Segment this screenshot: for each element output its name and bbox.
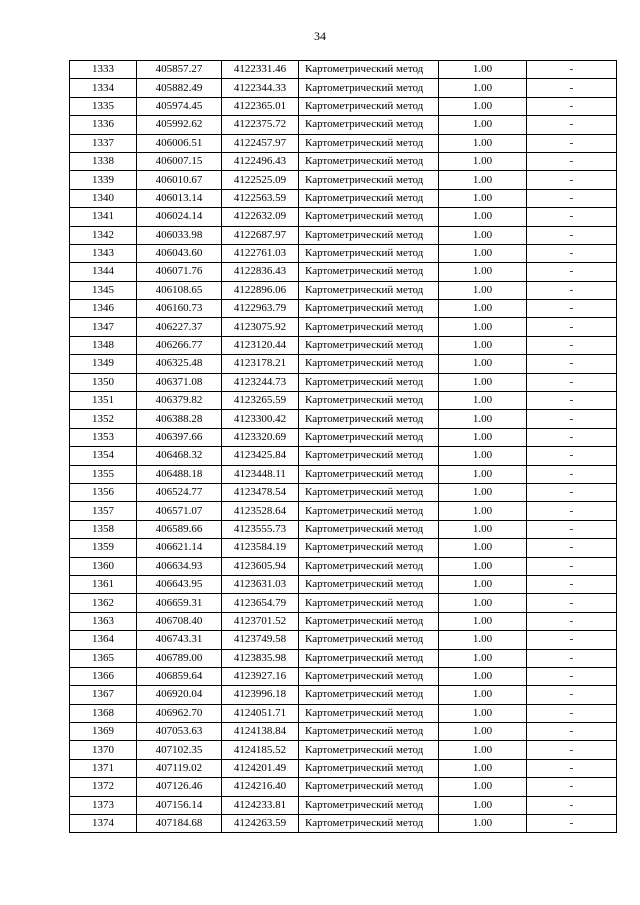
table-row — [70, 741, 617, 759]
accuracy-cell: 1.00 — [439, 300, 527, 318]
table-row — [70, 520, 617, 538]
point-number-cell: 1360 — [70, 557, 137, 575]
y-coordinate-cell: 4123631.03 — [222, 575, 299, 593]
y-coordinate-cell: 4123265.59 — [222, 392, 299, 410]
note-cell: - — [527, 759, 617, 777]
point-number-cell: 1351 — [70, 392, 137, 410]
x-coordinate-cell: 406371.08 — [137, 373, 222, 391]
x-coordinate-cell: 406708.40 — [137, 612, 222, 630]
point-number-cell: 1353 — [70, 428, 137, 446]
point-number-cell: 1333 — [70, 61, 137, 79]
table-row — [70, 189, 617, 207]
point-number-cell: 1343 — [70, 244, 137, 262]
note-cell: - — [527, 686, 617, 704]
method-cell: Картометрический метод — [299, 520, 439, 538]
accuracy-cell: 1.00 — [439, 667, 527, 685]
accuracy-cell: 1.00 — [439, 704, 527, 722]
table-row — [70, 428, 617, 446]
accuracy-cell: 1.00 — [439, 447, 527, 465]
page-number: 34 — [314, 29, 326, 43]
note-cell: - — [527, 594, 617, 612]
table-row — [70, 97, 617, 115]
point-number-cell: 1352 — [70, 410, 137, 428]
x-coordinate-cell: 406634.93 — [137, 557, 222, 575]
x-coordinate-cell: 405857.27 — [137, 61, 222, 79]
accuracy-cell: 1.00 — [439, 281, 527, 299]
note-cell: - — [527, 723, 617, 741]
point-number-cell: 1373 — [70, 796, 137, 814]
method-cell: Картометрический метод — [299, 815, 439, 833]
x-coordinate-cell: 406227.37 — [137, 318, 222, 336]
y-coordinate-cell: 4124138.84 — [222, 723, 299, 741]
point-number-cell: 1359 — [70, 539, 137, 557]
method-cell: Картометрический метод — [299, 263, 439, 281]
note-cell: - — [527, 318, 617, 336]
accuracy-cell: 1.00 — [439, 336, 527, 354]
table-row — [70, 281, 617, 299]
y-coordinate-cell: 4122344.33 — [222, 79, 299, 97]
note-cell: - — [527, 704, 617, 722]
point-number-cell: 1363 — [70, 612, 137, 630]
y-coordinate-cell: 4122375.72 — [222, 116, 299, 134]
method-cell: Картометрический метод — [299, 152, 439, 170]
note-cell: - — [527, 557, 617, 575]
x-coordinate-cell: 406589.66 — [137, 520, 222, 538]
x-coordinate-cell: 406920.04 — [137, 686, 222, 704]
accuracy-cell: 1.00 — [439, 152, 527, 170]
method-cell: Картометрический метод — [299, 612, 439, 630]
y-coordinate-cell: 4122836.43 — [222, 263, 299, 281]
table-row — [70, 355, 617, 373]
x-coordinate-cell: 406571.07 — [137, 502, 222, 520]
note-cell: - — [527, 300, 617, 318]
table-row — [70, 79, 617, 97]
point-number-cell: 1344 — [70, 263, 137, 281]
x-coordinate-cell: 405882.49 — [137, 79, 222, 97]
y-coordinate-cell: 4122963.79 — [222, 300, 299, 318]
point-number-cell: 1372 — [70, 778, 137, 796]
point-number-cell: 1339 — [70, 171, 137, 189]
method-cell: Картометрический метод — [299, 410, 439, 428]
x-coordinate-cell: 407102.35 — [137, 741, 222, 759]
y-coordinate-cell: 4123120.44 — [222, 336, 299, 354]
method-cell: Картометрический метод — [299, 631, 439, 649]
table-row — [70, 778, 617, 796]
accuracy-cell: 1.00 — [439, 116, 527, 134]
y-coordinate-cell: 4124201.49 — [222, 759, 299, 777]
table-row — [70, 392, 617, 410]
x-coordinate-cell: 406621.14 — [137, 539, 222, 557]
x-coordinate-cell: 406071.76 — [137, 263, 222, 281]
x-coordinate-cell: 407126.46 — [137, 778, 222, 796]
accuracy-cell: 1.00 — [439, 61, 527, 79]
point-number-cell: 1367 — [70, 686, 137, 704]
method-cell: Картометрический метод — [299, 116, 439, 134]
point-number-cell: 1368 — [70, 704, 137, 722]
x-coordinate-cell: 406010.67 — [137, 171, 222, 189]
point-number-cell: 1335 — [70, 97, 137, 115]
y-coordinate-cell: 4123320.69 — [222, 428, 299, 446]
method-cell: Картометрический метод — [299, 778, 439, 796]
method-cell: Картометрический метод — [299, 281, 439, 299]
method-cell: Картометрический метод — [299, 539, 439, 557]
table-row — [70, 631, 617, 649]
point-number-cell: 1340 — [70, 189, 137, 207]
table-row — [70, 575, 617, 593]
note-cell: - — [527, 226, 617, 244]
point-number-cell: 1370 — [70, 741, 137, 759]
x-coordinate-cell: 406043.60 — [137, 244, 222, 262]
note-cell: - — [527, 373, 617, 391]
accuracy-cell: 1.00 — [439, 97, 527, 115]
accuracy-cell: 1.00 — [439, 428, 527, 446]
point-number-cell: 1338 — [70, 152, 137, 170]
method-cell: Картометрический метод — [299, 428, 439, 446]
accuracy-cell: 1.00 — [439, 465, 527, 483]
note-cell: - — [527, 171, 617, 189]
y-coordinate-cell: 4122457.97 — [222, 134, 299, 152]
x-coordinate-cell: 406743.31 — [137, 631, 222, 649]
y-coordinate-cell: 4123584.19 — [222, 539, 299, 557]
note-cell: - — [527, 778, 617, 796]
note-cell: - — [527, 281, 617, 299]
accuracy-cell: 1.00 — [439, 263, 527, 281]
method-cell: Картометрический метод — [299, 97, 439, 115]
y-coordinate-cell: 4124233.81 — [222, 796, 299, 814]
x-coordinate-cell: 406006.51 — [137, 134, 222, 152]
method-cell: Картометрический метод — [299, 355, 439, 373]
y-coordinate-cell: 4122761.03 — [222, 244, 299, 262]
point-number-cell: 1341 — [70, 208, 137, 226]
note-cell: - — [527, 355, 617, 373]
note-cell: - — [527, 539, 617, 557]
method-cell: Картометрический метод — [299, 61, 439, 79]
point-number-cell: 1361 — [70, 575, 137, 593]
x-coordinate-cell: 406266.77 — [137, 336, 222, 354]
x-coordinate-cell: 405992.62 — [137, 116, 222, 134]
y-coordinate-cell: 4123555.73 — [222, 520, 299, 538]
table-row — [70, 612, 617, 630]
y-coordinate-cell: 4124051.71 — [222, 704, 299, 722]
y-coordinate-cell: 4123075.92 — [222, 318, 299, 336]
y-coordinate-cell: 4123654.79 — [222, 594, 299, 612]
method-cell: Картометрический метод — [299, 134, 439, 152]
point-number-cell: 1364 — [70, 631, 137, 649]
method-cell: Картометрический метод — [299, 300, 439, 318]
table-row — [70, 300, 617, 318]
point-number-cell: 1371 — [70, 759, 137, 777]
y-coordinate-cell: 4122496.43 — [222, 152, 299, 170]
accuracy-cell: 1.00 — [439, 208, 527, 226]
x-coordinate-cell: 406397.66 — [137, 428, 222, 446]
method-cell: Картометрический метод — [299, 594, 439, 612]
note-cell: - — [527, 410, 617, 428]
note-cell: - — [527, 189, 617, 207]
method-cell: Картометрический метод — [299, 557, 439, 575]
accuracy-cell: 1.00 — [439, 649, 527, 667]
x-coordinate-cell: 407156.14 — [137, 796, 222, 814]
point-number-cell: 1356 — [70, 483, 137, 501]
method-cell: Картометрический метод — [299, 667, 439, 685]
method-cell: Картометрический метод — [299, 759, 439, 777]
x-coordinate-cell: 406789.00 — [137, 649, 222, 667]
note-cell: - — [527, 134, 617, 152]
method-cell: Картометрический метод — [299, 796, 439, 814]
accuracy-cell: 1.00 — [439, 373, 527, 391]
accuracy-cell: 1.00 — [439, 759, 527, 777]
method-cell: Картометрический метод — [299, 244, 439, 262]
x-coordinate-cell: 406007.15 — [137, 152, 222, 170]
point-number-cell: 1336 — [70, 116, 137, 134]
point-number-cell: 1358 — [70, 520, 137, 538]
y-coordinate-cell: 4123927.16 — [222, 667, 299, 685]
table-row — [70, 152, 617, 170]
table-row — [70, 667, 617, 685]
point-number-cell: 1374 — [70, 815, 137, 833]
x-coordinate-cell: 406388.28 — [137, 410, 222, 428]
accuracy-cell: 1.00 — [439, 796, 527, 814]
table-row — [70, 263, 617, 281]
y-coordinate-cell: 4124216.40 — [222, 778, 299, 796]
accuracy-cell: 1.00 — [439, 392, 527, 410]
accuracy-cell: 1.00 — [439, 741, 527, 759]
y-coordinate-cell: 4123478.54 — [222, 483, 299, 501]
point-number-cell: 1342 — [70, 226, 137, 244]
point-number-cell: 1362 — [70, 594, 137, 612]
coordinates-table — [69, 60, 617, 833]
method-cell: Картометрический метод — [299, 723, 439, 741]
method-cell: Картометрический метод — [299, 392, 439, 410]
table-row — [70, 465, 617, 483]
table-row — [70, 318, 617, 336]
table-row — [70, 244, 617, 262]
note-cell: - — [527, 428, 617, 446]
x-coordinate-cell: 406468.32 — [137, 447, 222, 465]
note-cell: - — [527, 631, 617, 649]
x-coordinate-cell: 406024.14 — [137, 208, 222, 226]
accuracy-cell: 1.00 — [439, 483, 527, 501]
accuracy-cell: 1.00 — [439, 575, 527, 593]
accuracy-cell: 1.00 — [439, 778, 527, 796]
y-coordinate-cell: 4122365.01 — [222, 97, 299, 115]
table-row — [70, 483, 617, 501]
y-coordinate-cell: 4122331.46 — [222, 61, 299, 79]
x-coordinate-cell: 406325.48 — [137, 355, 222, 373]
accuracy-cell: 1.00 — [439, 612, 527, 630]
note-cell: - — [527, 575, 617, 593]
y-coordinate-cell: 4122563.59 — [222, 189, 299, 207]
note-cell: - — [527, 208, 617, 226]
accuracy-cell: 1.00 — [439, 502, 527, 520]
method-cell: Картометрический метод — [299, 208, 439, 226]
note-cell: - — [527, 520, 617, 538]
coordinates-table-body — [70, 61, 617, 833]
point-number-cell: 1369 — [70, 723, 137, 741]
accuracy-cell: 1.00 — [439, 318, 527, 336]
y-coordinate-cell: 4122632.09 — [222, 208, 299, 226]
point-number-cell: 1348 — [70, 336, 137, 354]
method-cell: Картометрический метод — [299, 649, 439, 667]
method-cell: Картометрический метод — [299, 686, 439, 704]
accuracy-cell: 1.00 — [439, 171, 527, 189]
method-cell: Картометрический метод — [299, 447, 439, 465]
y-coordinate-cell: 4123448.11 — [222, 465, 299, 483]
x-coordinate-cell: 407119.02 — [137, 759, 222, 777]
table-row — [70, 336, 617, 354]
table-row — [70, 649, 617, 667]
point-number-cell: 1337 — [70, 134, 137, 152]
accuracy-cell: 1.00 — [439, 244, 527, 262]
method-cell: Картометрический метод — [299, 189, 439, 207]
point-number-cell: 1346 — [70, 300, 137, 318]
note-cell: - — [527, 815, 617, 833]
note-cell: - — [527, 447, 617, 465]
note-cell: - — [527, 667, 617, 685]
note-cell: - — [527, 741, 617, 759]
x-coordinate-cell: 406013.14 — [137, 189, 222, 207]
note-cell: - — [527, 649, 617, 667]
table-row — [70, 704, 617, 722]
method-cell: Картометрический метод — [299, 465, 439, 483]
point-number-cell: 1350 — [70, 373, 137, 391]
table-row — [70, 410, 617, 428]
y-coordinate-cell: 4122525.09 — [222, 171, 299, 189]
accuracy-cell: 1.00 — [439, 79, 527, 97]
y-coordinate-cell: 4122687.97 — [222, 226, 299, 244]
note-cell: - — [527, 483, 617, 501]
table-row — [70, 594, 617, 612]
x-coordinate-cell: 406859.64 — [137, 667, 222, 685]
x-coordinate-cell: 406108.65 — [137, 281, 222, 299]
x-coordinate-cell: 407053.63 — [137, 723, 222, 741]
method-cell: Картометрический метод — [299, 502, 439, 520]
point-number-cell: 1334 — [70, 79, 137, 97]
y-coordinate-cell: 4123425.84 — [222, 447, 299, 465]
y-coordinate-cell: 4123178.21 — [222, 355, 299, 373]
table-row — [70, 116, 617, 134]
accuracy-cell: 1.00 — [439, 520, 527, 538]
note-cell: - — [527, 116, 617, 134]
x-coordinate-cell: 406379.82 — [137, 392, 222, 410]
point-number-cell: 1355 — [70, 465, 137, 483]
table-row — [70, 557, 617, 575]
table-row — [70, 815, 617, 833]
method-cell: Картометрический метод — [299, 741, 439, 759]
method-cell: Картометрический метод — [299, 336, 439, 354]
accuracy-cell: 1.00 — [439, 539, 527, 557]
x-coordinate-cell: 407184.68 — [137, 815, 222, 833]
table-row — [70, 759, 617, 777]
x-coordinate-cell: 406160.73 — [137, 300, 222, 318]
y-coordinate-cell: 4123244.73 — [222, 373, 299, 391]
accuracy-cell: 1.00 — [439, 594, 527, 612]
method-cell: Картометрический метод — [299, 226, 439, 244]
accuracy-cell: 1.00 — [439, 723, 527, 741]
method-cell: Картометрический метод — [299, 704, 439, 722]
y-coordinate-cell: 4124185.52 — [222, 741, 299, 759]
x-coordinate-cell: 406524.77 — [137, 483, 222, 501]
note-cell: - — [527, 392, 617, 410]
note-cell: - — [527, 244, 617, 262]
point-number-cell: 1345 — [70, 281, 137, 299]
note-cell: - — [527, 97, 617, 115]
method-cell: Картометрический метод — [299, 373, 439, 391]
table-row — [70, 373, 617, 391]
x-coordinate-cell: 406659.31 — [137, 594, 222, 612]
accuracy-cell: 1.00 — [439, 134, 527, 152]
accuracy-cell: 1.00 — [439, 410, 527, 428]
y-coordinate-cell: 4123701.52 — [222, 612, 299, 630]
y-coordinate-cell: 4123749.58 — [222, 631, 299, 649]
note-cell: - — [527, 796, 617, 814]
table-row — [70, 171, 617, 189]
y-coordinate-cell: 4122896.06 — [222, 281, 299, 299]
point-number-cell: 1354 — [70, 447, 137, 465]
table-row — [70, 226, 617, 244]
point-number-cell: 1349 — [70, 355, 137, 373]
x-coordinate-cell: 406962.70 — [137, 704, 222, 722]
point-number-cell: 1347 — [70, 318, 137, 336]
y-coordinate-cell: 4124263.59 — [222, 815, 299, 833]
table-row — [70, 447, 617, 465]
table-row — [70, 539, 617, 557]
x-coordinate-cell: 406033.98 — [137, 226, 222, 244]
note-cell: - — [527, 336, 617, 354]
accuracy-cell: 1.00 — [439, 686, 527, 704]
point-number-cell: 1357 — [70, 502, 137, 520]
method-cell: Картометрический метод — [299, 318, 439, 336]
note-cell: - — [527, 79, 617, 97]
x-coordinate-cell: 406643.95 — [137, 575, 222, 593]
table-row — [70, 208, 617, 226]
method-cell: Картометрический метод — [299, 79, 439, 97]
table-row — [70, 134, 617, 152]
note-cell: - — [527, 465, 617, 483]
note-cell: - — [527, 502, 617, 520]
note-cell: - — [527, 263, 617, 281]
x-coordinate-cell: 405974.45 — [137, 97, 222, 115]
table-row — [70, 686, 617, 704]
accuracy-cell: 1.00 — [439, 355, 527, 373]
accuracy-cell: 1.00 — [439, 557, 527, 575]
accuracy-cell: 1.00 — [439, 631, 527, 649]
accuracy-cell: 1.00 — [439, 189, 527, 207]
method-cell: Картометрический метод — [299, 483, 439, 501]
point-number-cell: 1366 — [70, 667, 137, 685]
y-coordinate-cell: 4123300.42 — [222, 410, 299, 428]
method-cell: Картометрический метод — [299, 171, 439, 189]
y-coordinate-cell: 4123605.94 — [222, 557, 299, 575]
accuracy-cell: 1.00 — [439, 226, 527, 244]
table-row — [70, 723, 617, 741]
x-coordinate-cell: 406488.18 — [137, 465, 222, 483]
y-coordinate-cell: 4123528.64 — [222, 502, 299, 520]
note-cell: - — [527, 61, 617, 79]
note-cell: - — [527, 612, 617, 630]
table-row — [70, 61, 617, 79]
y-coordinate-cell: 4123996.18 — [222, 686, 299, 704]
table-row — [70, 502, 617, 520]
table-row — [70, 796, 617, 814]
note-cell: - — [527, 152, 617, 170]
point-number-cell: 1365 — [70, 649, 137, 667]
y-coordinate-cell: 4123835.98 — [222, 649, 299, 667]
method-cell: Картометрический метод — [299, 575, 439, 593]
accuracy-cell: 1.00 — [439, 815, 527, 833]
